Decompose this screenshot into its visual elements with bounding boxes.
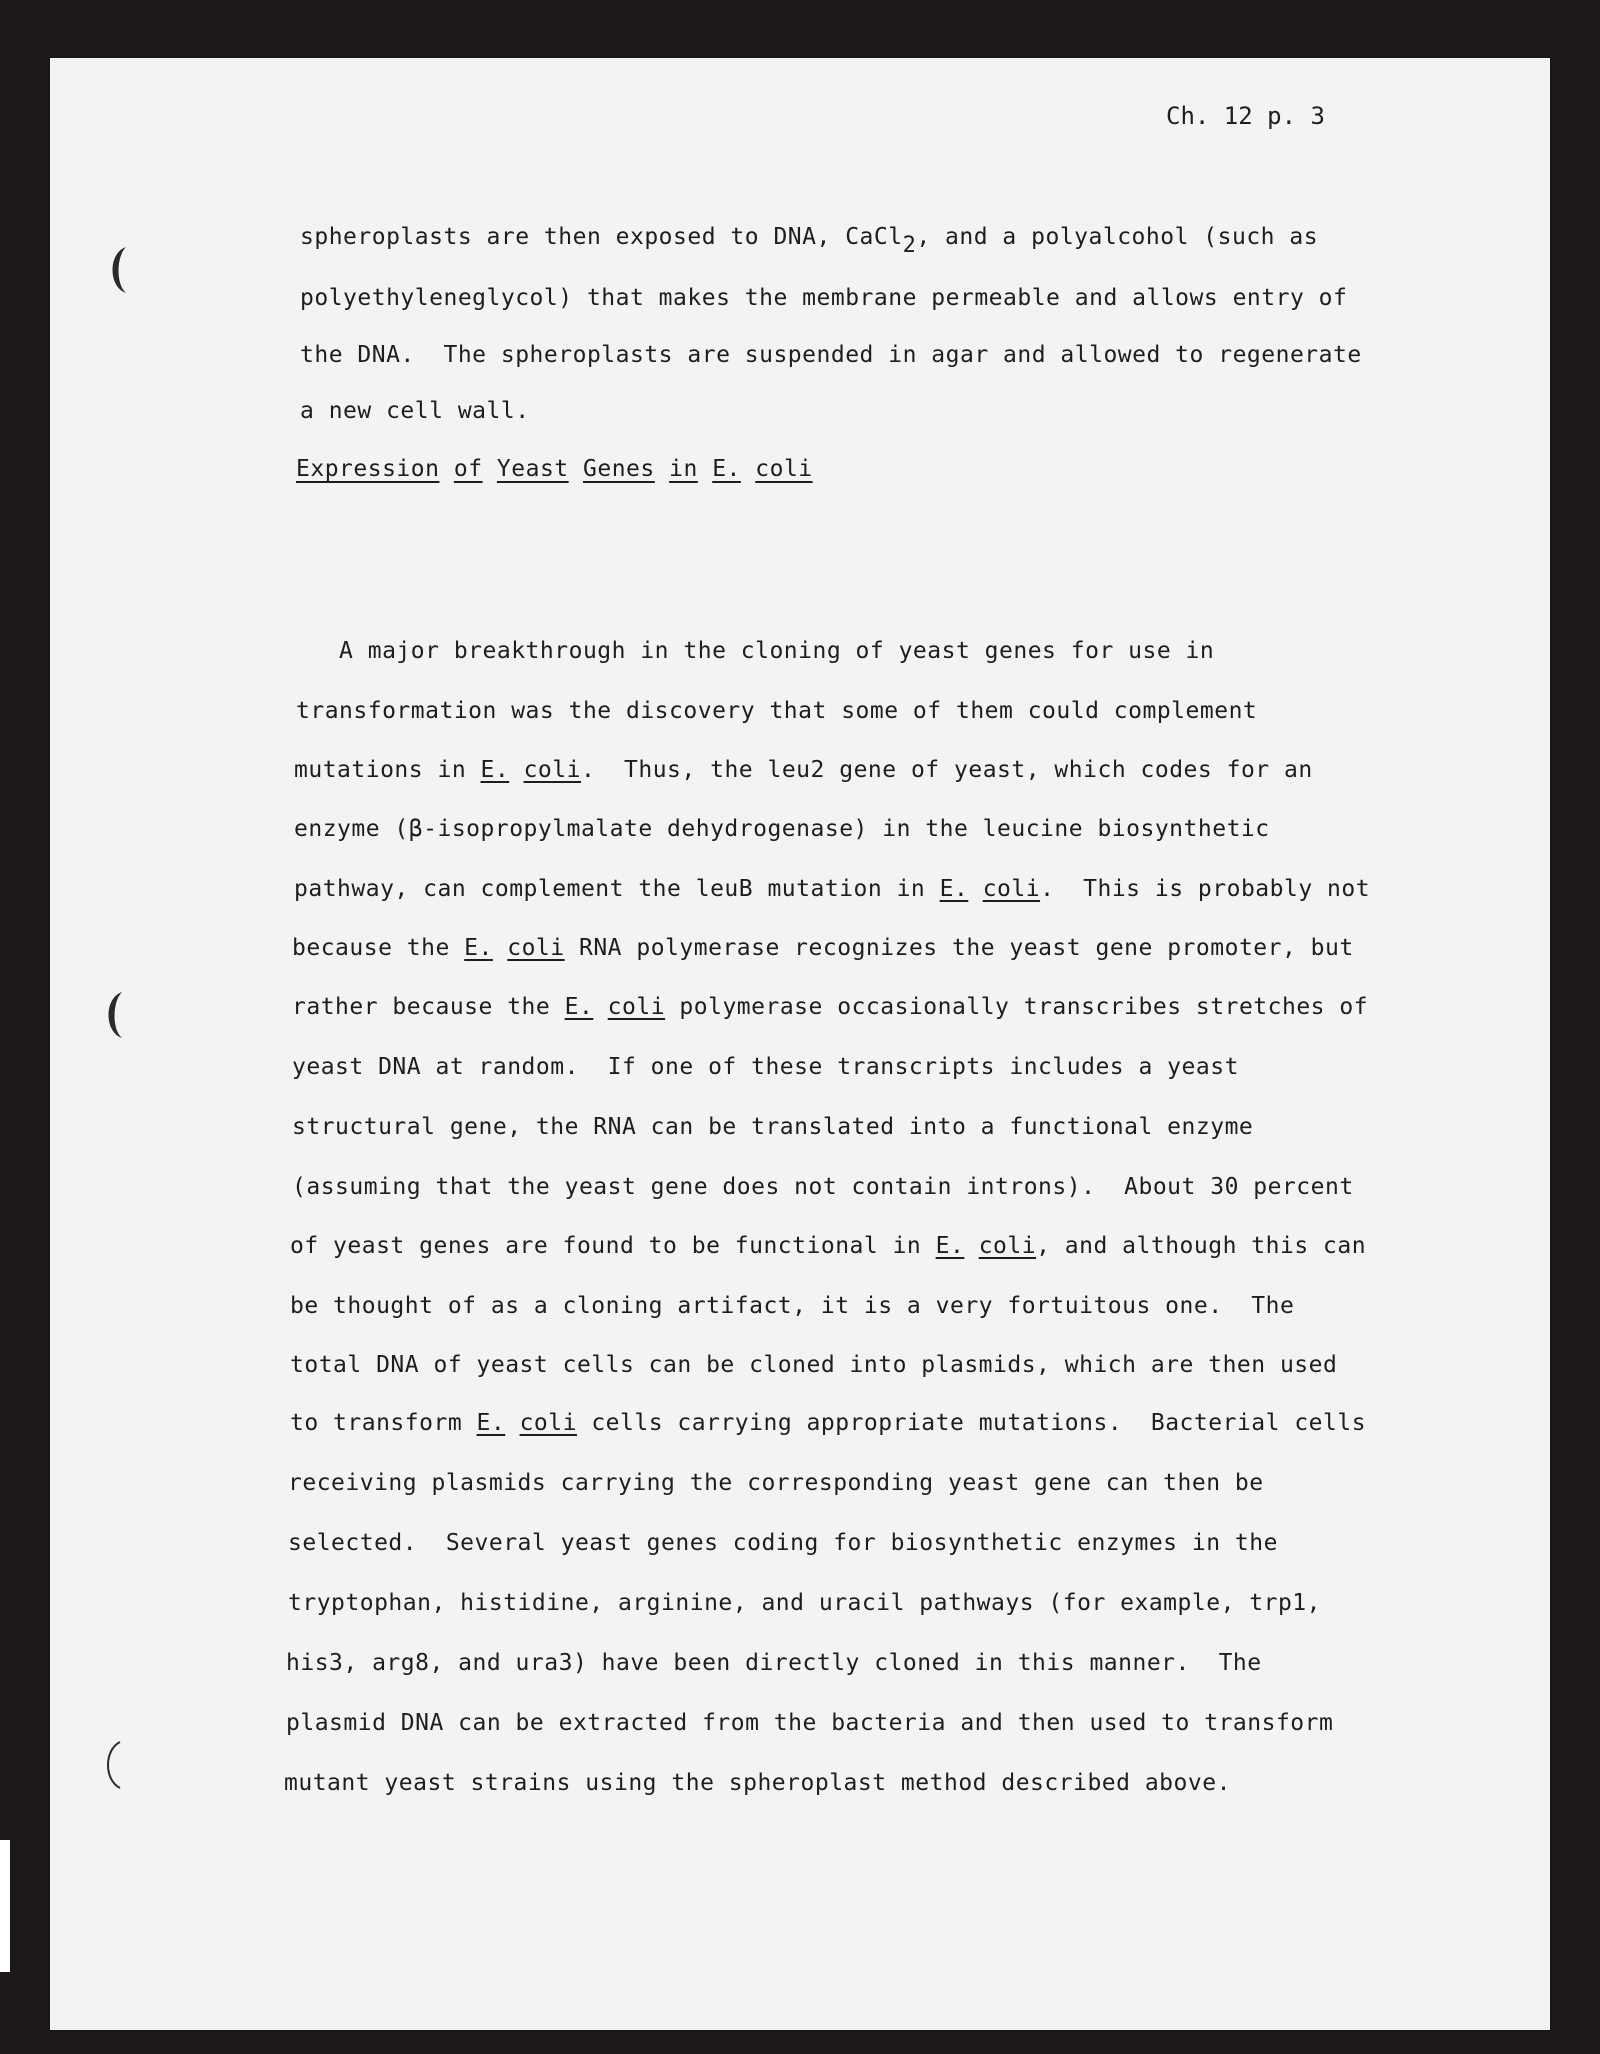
text-line: selected. Several yeast genes coding for biosynthetic enzymes in the <box>288 1530 1278 1556</box>
text-line: total DNA of yeast cells can be cloned into plasmids, which are then used <box>290 1352 1338 1378</box>
text-line: yeast DNA at random. If one of these transcripts includes a yeast <box>292 1054 1239 1080</box>
text-line: of yeast genes are found to be functional in E. coli, and although this can <box>290 1233 1367 1259</box>
page-header: Ch. 12 p. 3 <box>1166 102 1325 130</box>
text-line: be thought of as a cloning artifact, it is a very fortuitous one. The <box>290 1293 1295 1319</box>
text-line: polyethyleneglycol) that makes the membrane permeable and allows entry of <box>300 285 1348 311</box>
text-line: because the E. coli RNA polymerase recognizes the yeast gene promoter, but <box>292 935 1354 961</box>
text-line: the DNA. The spheroplasts are suspended in agar and allowed to regenerate <box>300 342 1362 368</box>
text-line: mutant yeast strains using the spheroplast method described above. <box>284 1770 1231 1796</box>
binder-hole-mark <box>104 245 130 295</box>
text-line: A major breakthrough in the cloning of yeast genes for use in <box>296 638 1215 664</box>
text-line: his3, arg8, and ura3) have been directly cloned in this manner. The <box>286 1650 1262 1676</box>
text-line: mutations in E. coli. Thus, the leu2 gene of yeast, which codes for an <box>294 757 1313 783</box>
text-line: a new cell wall. <box>300 398 530 424</box>
text-line: enzyme (β-isopropylmalate dehydrogenase) in the leucine biosynthetic <box>294 816 1270 842</box>
text-line: pathway, can complement the leuB mutation in E. coli. This is probably not <box>294 876 1371 902</box>
text-line: receiving plasmids carrying the corresponding yeast gene can then be <box>288 1470 1264 1496</box>
paper-edge <box>0 1840 10 1972</box>
binder-hole-mark <box>100 990 126 1040</box>
text-line: plasmid DNA can be extracted from the bacteria and then used to transform <box>286 1710 1334 1736</box>
section-heading: Expression of Yeast Genes in E. coli <box>296 456 813 482</box>
text-line: to transform E. coli cells carrying appropriate mutations. Bacterial cells <box>290 1410 1367 1436</box>
text-line: tryptophan, histidine, arginine, and uracil pathways (for example, trp1, <box>288 1590 1321 1616</box>
text-line: spheroplasts are then exposed to DNA, CaCl2, and a polyalcohol (such as <box>300 224 1319 258</box>
text-line: structural gene, the RNA can be translated into a functional enzyme <box>292 1114 1254 1140</box>
binder-hole-mark <box>98 1740 124 1790</box>
text-line: transformation was the discovery that some of them could complement <box>296 698 1258 724</box>
text-line: (assuming that the yeast gene does not contain introns). About 30 percent <box>292 1174 1354 1200</box>
text-line: rather because the E. coli polymerase occasionally transcribes stretches of <box>292 994 1369 1020</box>
